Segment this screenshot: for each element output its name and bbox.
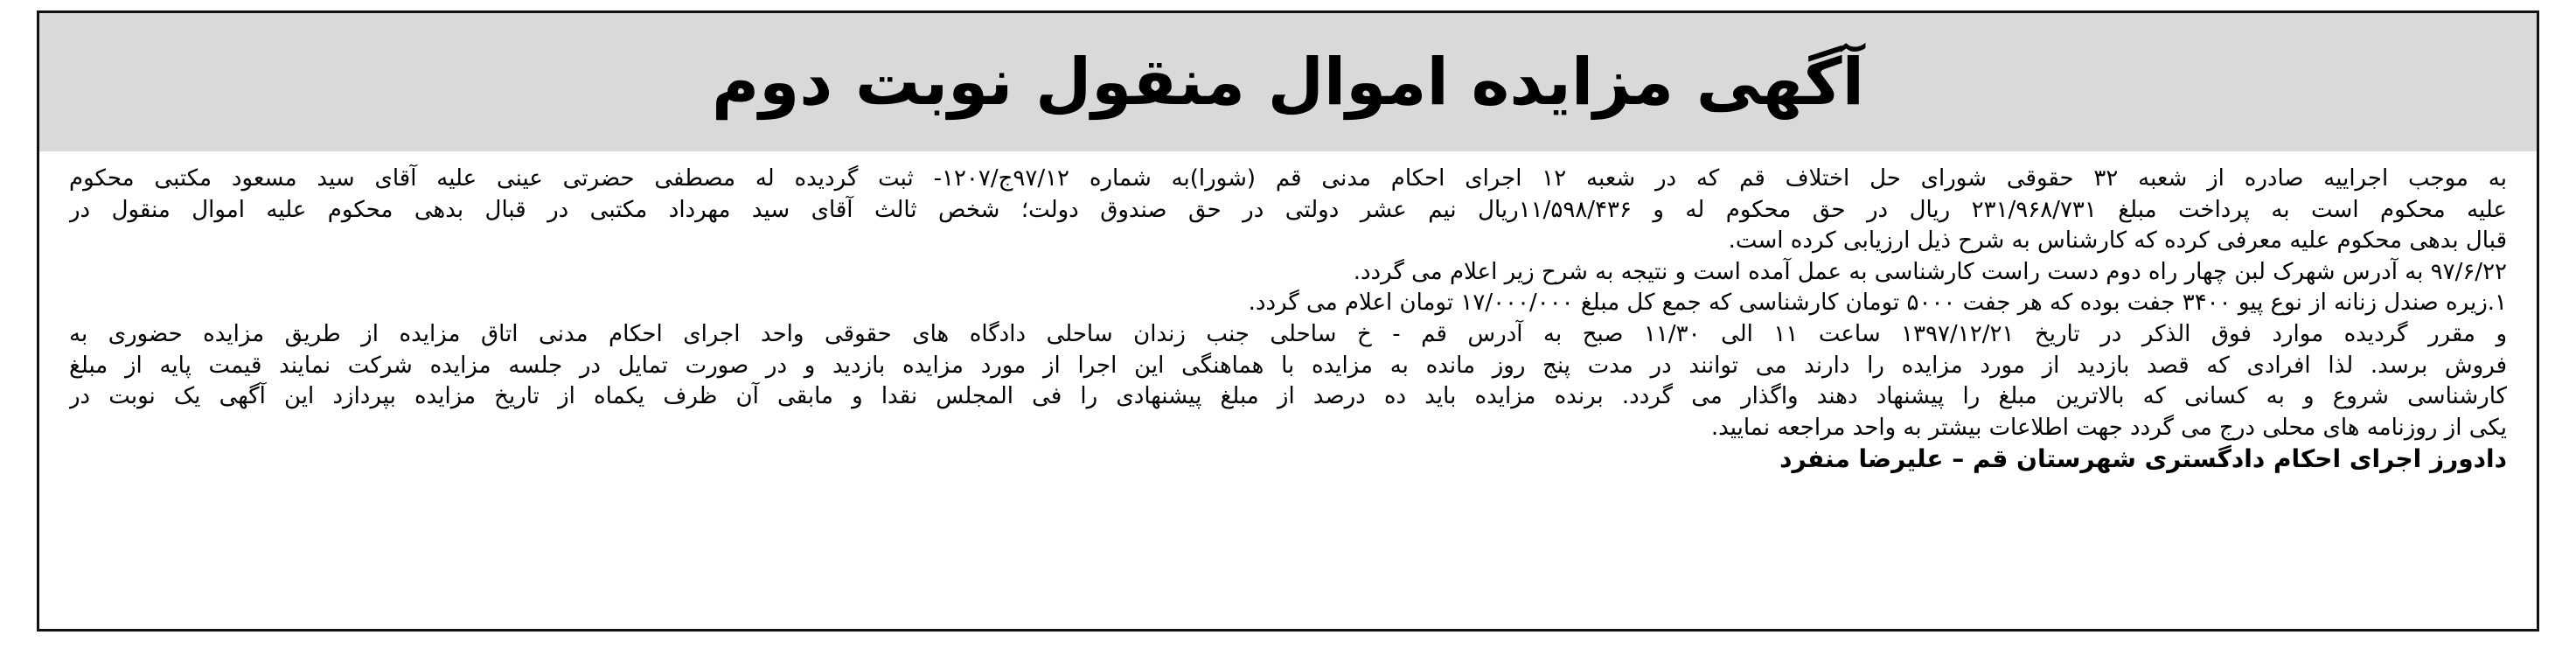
body-line-7: فروش برسد. لذا افرادی که قصد بازدید از مورد مزایده را دارند می توانند در مدت پنج روز مانده به مزایده با هماهنگی این اجرا از مورد مزایده بازدید و در صورت تمایل در جلسه مزایده شرکت نمایند قیمت پایه از مبلغ <box>69 352 2507 379</box>
body-line-6: و مقرر گردیده موارد فوق الذکر در تاریخ ۱۳۹۷/۱۲/۲۱ ساعت ۱۱ الی ۱۱/۳۰ صبح به آدرس قم - خ ساحلی جنب زندان ساحلی دادگاه های حقوقی واحد اجرای احکام مدنی اتاق مزایده از طریق مزایده حضوری به <box>69 320 2507 347</box>
signature-line: دادورز اجرای احکام دادگستری شهرستان قم – علیرضا منفرد <box>1779 444 2507 474</box>
title-band <box>39 13 2537 151</box>
body-line-4: ۹۷/۶/۲۲ به آدرس شهرک لبن چهار راه دوم دست راست کارشناسی به عمل آمده است و نتیجه به شرح زیر اعلام می گردد. <box>1353 258 2507 285</box>
body-line-9: یکی از روزنامه های محلی درج می گردد جهت اطلاعات بیشتر به واحد مراجعه نمایید. <box>1710 414 2507 441</box>
body-line-3: قبال بدهی محکوم علیه معرفی کرده که کارشناس به شرح ذیل ارزیابی کرده است. <box>1728 227 2507 255</box>
notice-body <box>69 164 2507 475</box>
notice-frame <box>37 10 2539 632</box>
body-line-2: علیه محکوم است به پرداخت مبلغ ۲۳۱/۹۶۸/۷۳۱ ریال در حق محکوم له و ۱۱/۵۹۸/۴۳۶ریال نیم عشر دولتی در حق صندوق دولت؛ شخص ثالث آقای سید مهرداد مکتبی در قبال بدهی محکوم علیه اموال منقول در <box>69 196 2507 223</box>
body-line-1: به موجب اجراییه صادره از شعبه ۳۲ حقوقی شورای حل اختلاف قم که در شعبه ۱۲ اجرای احکام مدنی قم (شورا)به شماره ۹۷/۱۲ج/۱۲۰۷- ثبت گردیده له مصطفی حضرتی عینی علیه آقای سید مسعود مکتبی محکوم <box>69 165 2507 192</box>
notice-title: آگهی مزایده اموال منقول نوبت دوم <box>712 45 1864 120</box>
body-line-5: ۱.زیره صندل زنانه از نوع پیو ۳۴۰۰ جفت بوده که هر جفت ۵۰۰۰ تومان کارشناسی که جمع کل مبلغ ۱۷/۰۰۰/۰۰۰ تومان اعلام می گردد. <box>1248 290 2507 317</box>
body-line-8: کارشناسی شروع و به کسانی که بالاترین مبلغ را پیشنهاد دهند واگذار می گردد. برنده مزایده باید ده درصد از مبلغ پیشنهادی را فی المجلس نقدا و مابقی آن ظرف یکماه از تاریخ مزایده بپردازد این آگهی یک نوبت در <box>69 383 2507 410</box>
